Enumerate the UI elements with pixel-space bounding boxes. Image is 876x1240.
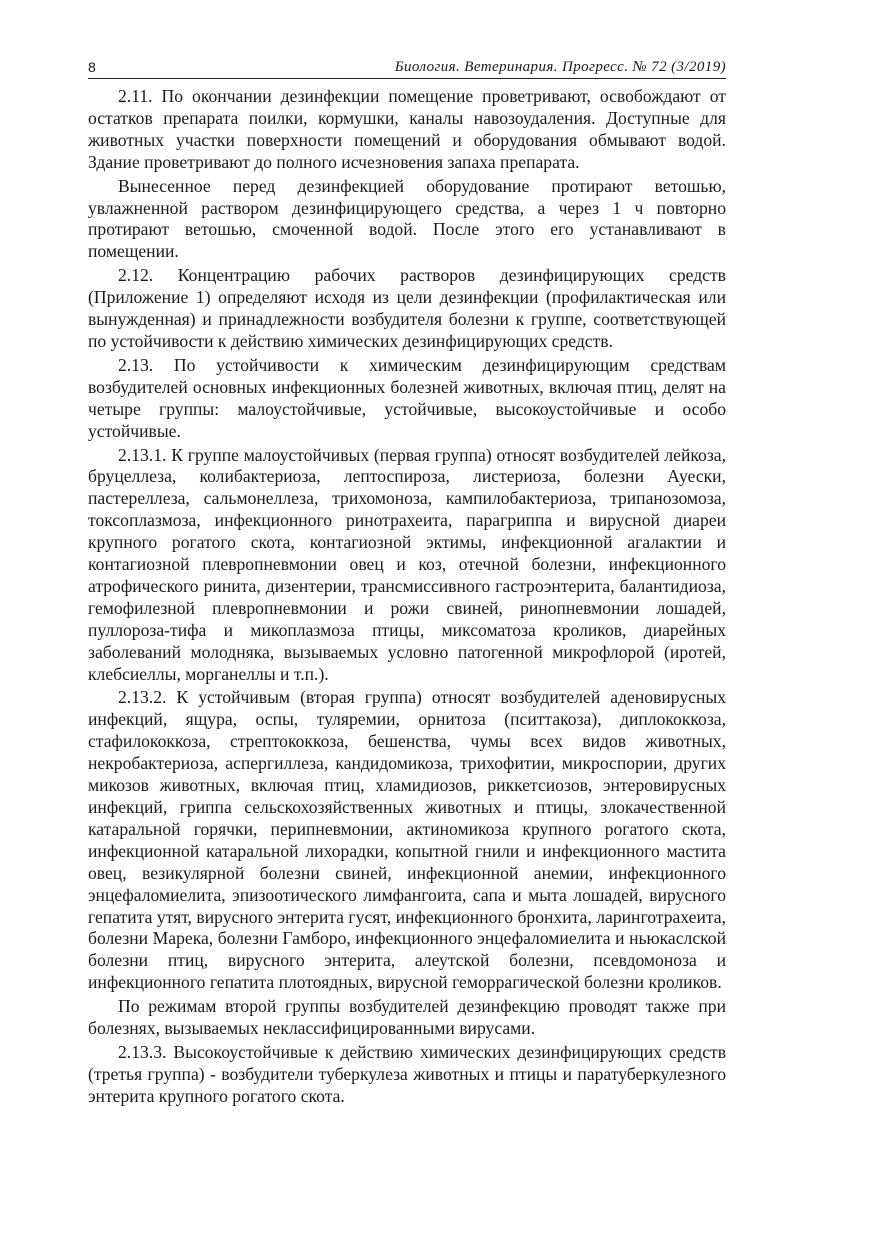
paragraph-2-11: 2.11. По окончании дезинфекции помещение проветривают, освобождают от остатков препарата поилки, кормушки, каналы навозоудаления. Доступные для животных участки поверхности помещений и оборудования обмывают водой. Здание проветривают до полного исчезновения запаха препарата. xyxy=(88,86,726,172)
running-header xyxy=(88,58,726,79)
journal-title: Биология. Ветеринария. Прогресс. № 72 (3/2019) xyxy=(394,59,726,75)
paragraph-second-group-regimes: По режимам второй группы возбудителей дезинфекцию проводят также при болезнях, вызываемых неклассифицированными вирусами. xyxy=(88,996,726,1039)
paragraph-2-13: 2.13. По устойчивости к химическим дезинфицирующим средствам возбудителей основных инфекционных болезней животных, включая птиц, делят на четыре группы: малоустойчивые, устойчивые, высокоустойчивые и особо устойчивые. xyxy=(88,354,726,441)
paragraph-2-13-2: 2.13.2. К устойчивым (вторая группа) относят возбудителей аденовирусных инфекций, ящура, оспы, туляремии, орнитоза (пситтакоза), диплококкоза, стафилококкоза, стрептококкоза, бешенства, чумы всех видов животных, некробактериоза, аспергиллеза, кандидомикоза, трихофитии, микроспории, других микозов животных, включая птиц, хламидиозов, риккетсиозов, энтеровирусных инфекций, гриппа сельскохозяйственных животных и птицы, злокачественной катаральной горячки, перипневмонии, актиномикоза крупного рогатого скота, инфекционной катаральной лихорадки, копытной гнили и инфекционного мастита овец, везикулярной болезни свиней, инфекционной анемии, инфекционного энцефаломиелита, эпизоотического лимфангоита, сапа и мыта лошадей, вирусного гепатита утят, вирусного энтерита гусят, инфекционного бронхита, ларинготрахеита, болезни Марека, болезни Гамборо, инфекционного энцефаломиелита и ньюкаслской болезни птиц, вирусного энтерита, алеутской болезни, псевдомоноза и инфекционного гепатита плотоядных, вирусной геморрагической болезни кроликов. xyxy=(88,687,726,993)
paragraph-equipment-wiping: Вынесенное перед дезинфекцией оборудование протирают ветошью, увлажненной раствором дезинфицирующего средства, а через 1 ч повторно протирают ветошью, смоченной водой. После этого его устанавливают в помещении. xyxy=(88,175,726,262)
page-number: 8 xyxy=(88,59,96,75)
paragraph-2-12: 2.12. Концентрацию рабочих растворов дезинфицирующих средств (Приложение 1) определяют исходя из цели дезинфекции (профилактическая или вынужденная) и принадлежности возбудителя болезни к группе, соответствующей по устойчивости к действию химических дезинфицирующих средств. xyxy=(88,265,726,351)
body-text xyxy=(88,86,726,1108)
paragraph-2-13-3: 2.13.3. Высокоустойчивые к действию химических дезинфицирующих средств (третья группа) - возбудители туберкулеза животных и птицы и паратуберкулезного энтерита крупного рогатого скота. xyxy=(88,1041,726,1106)
paragraph-2-13-1: 2.13.1. К группе малоустойчивых (первая группа) относят возбудителей лейкоза, бруцеллеза, колибактериоза, лептоспироза, листериоза, болезни Ауески, пастереллеза, сальмонеллеза, трихомоноза, кампилобактериоза, трипанозомоза, токсоплазмоза, инфекционного ринотрахеита, парагриппа и вирусной диареи крупного рогатого скота, контагиозной эктимы, инфекционной агалактии и контагиозной плевропневмонии овец и коз, отечной болезни, инфекционного атрофического ринита, дизентерии, трансмиссивного гастроэнтерита, балантидиоза, гемофилезной плевропневмонии и рожи свиней, ринопневмонии лошадей, пуллороза-тифа и микоплазмоза птицы, миксоматоза кроликов, диарейных заболеваний молодняка, вызываемых условно патогенной микрофлорой (иротей, клебсиеллы, морганеллы и т.п.). xyxy=(88,444,726,684)
